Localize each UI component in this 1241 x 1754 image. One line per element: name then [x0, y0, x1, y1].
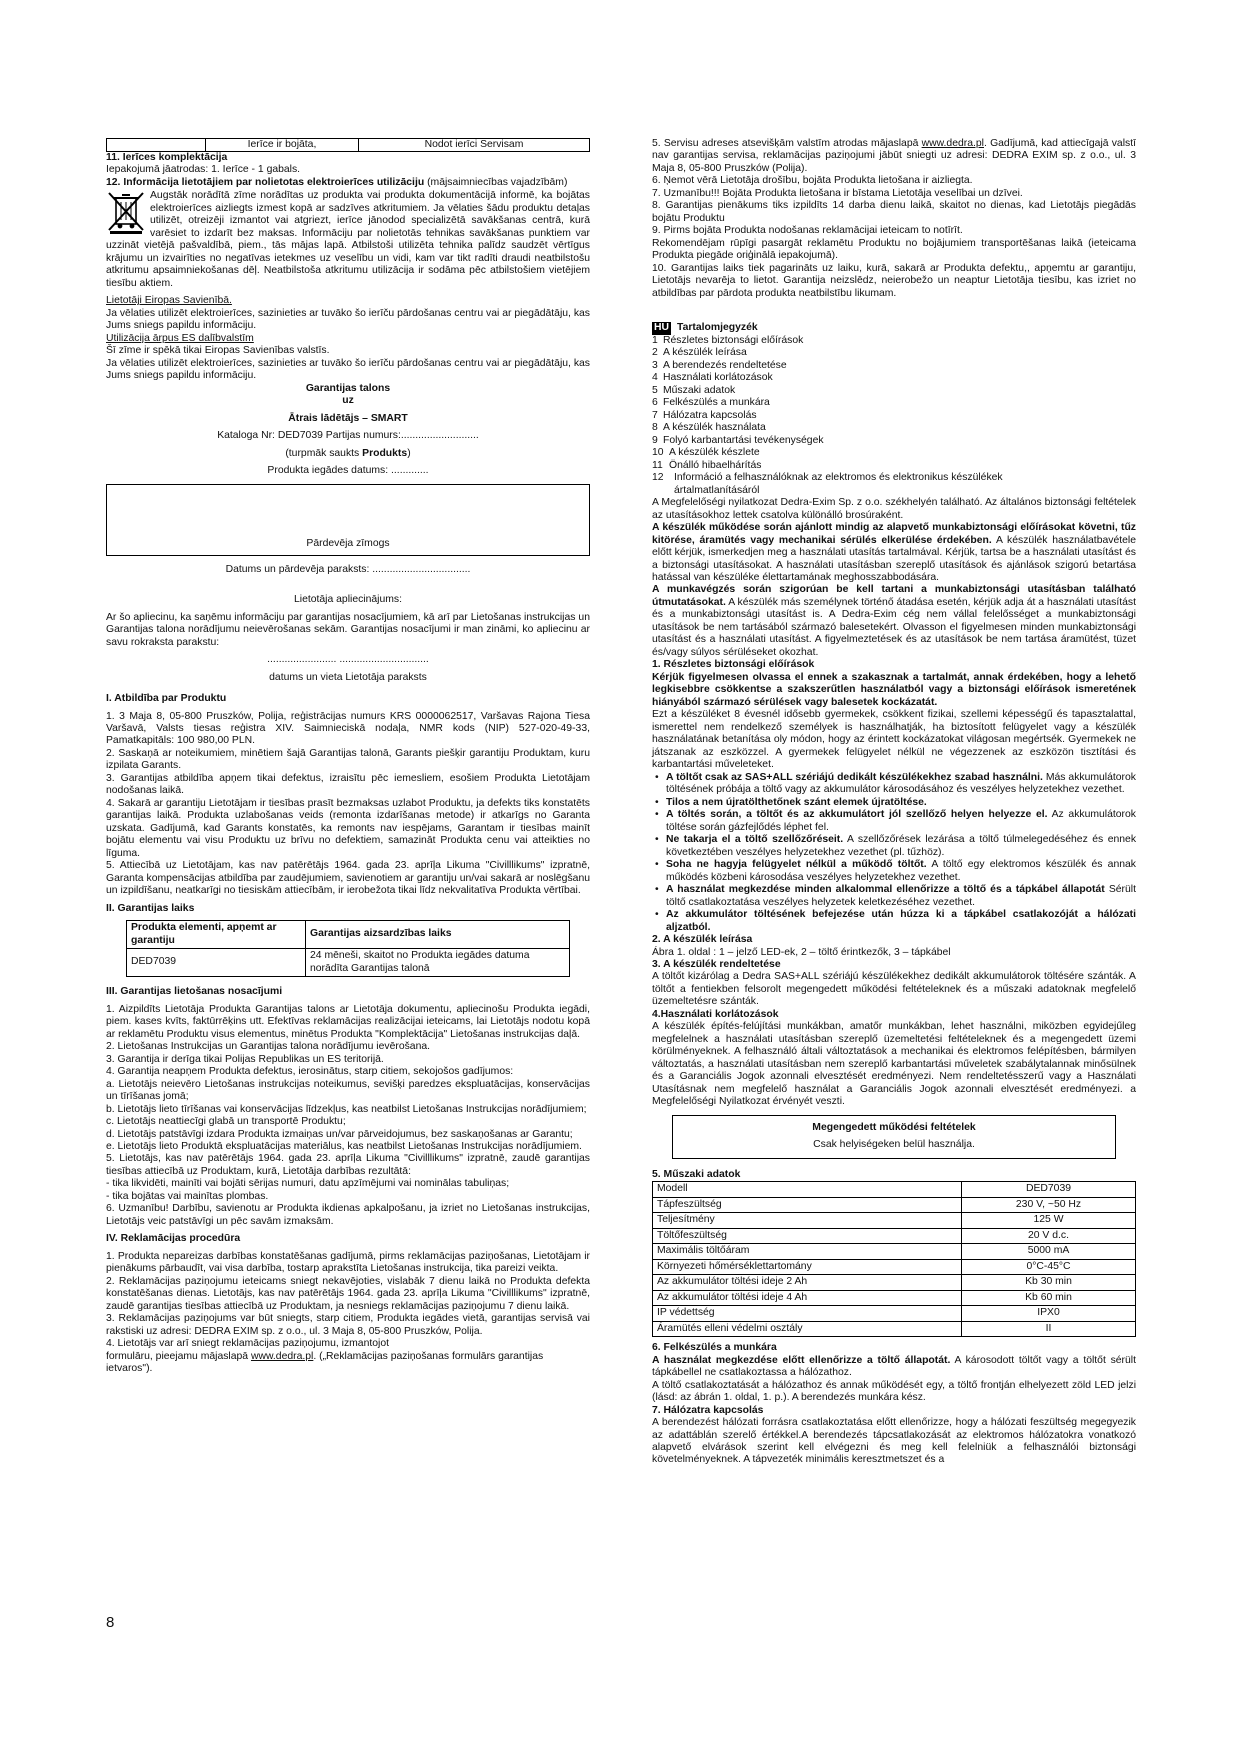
section-iii-list: [106, 1004, 590, 1229]
warranty-period-table: [126, 920, 570, 977]
eu-title: Lietotāji Eiropas Savienībā.: [106, 295, 232, 307]
section-iii-title: III. Garantijas lietošanas nosacījumi: [106, 986, 283, 998]
intro-paragraph-1: A Megfelelőségi nyilatkozat Dedra-Exim Sp. z o.o. székhelyén található. Az általános biztonsági feltételek az utasításokhoz lettek csatolva különálló brosúraként.: [652, 497, 1136, 521]
non-eu-title: Utilizācija ārpus ES dalībvalstīm: [106, 332, 254, 344]
list-item: 2. Saskaņā ar noteikumiem, minētiem šajā Garantijas talonā, Garants piešķir garantiju Produktam, kuru izpilata Garants.: [106, 747, 590, 772]
eu-text: Ja vēlaties utilizēt elektroierīces, sazinieties ar tuvāko šo ierīču pārdošanas centru vai ar piegādātāju, kas Jums sniegs papildu informāciju.: [106, 307, 590, 332]
list-item: 4. Lietotājs var arī sniegt reklamācijas paziņojumu, izmantojot: [106, 1338, 389, 1350]
toc-item: 9 Folyó karbantartási tevékenységek: [652, 434, 824, 446]
list-item: • A használat megkezdése minden alkalommal ellenőrizze a töltő és a tápkábel állapotát Sérült töltő csatlakoztatása veszélyes helyzetek keletkezéséhez vezethet.: [652, 884, 1136, 909]
toc-item: 4 Használati korlátozások: [652, 372, 773, 384]
status-cell: Ierīce ir bojāta,: [206, 139, 359, 151]
specs-table: [652, 1181, 1136, 1337]
intro-paragraph-3: A munkavégzés során szigorúan be kell tartani a munkabiztonsági utasításban található útmutatásokat. A készülék más személynek történő átadása esetén, kérjük adja át a használati utasítást és a munkabiztonsági utasítást is. A Dedra-Exim cég nem vállal felelősséget a munkabiztonsági utasítások be nem tartásából származó balesetekért. Olvasson el figyelmesen minden munkabiztonsági utasítást és a használati utasítást. A figyelmeztetések és az utasítások be nem tartása áramütést, tüzet és/vagy súlyos sérüléseket okozhat.: [652, 584, 1136, 658]
crossed-bin-icon: [106, 190, 146, 234]
section-iv-title: IV. Reklamācijas procedūra: [106, 1233, 241, 1245]
hu-section-3-text: A töltőt kizárólag a Dedra SAS+ALL szériájú készülékekhez dedikált akkumulátorok töltésére szánták. A töltőt a fentiekben felsorolt megengedett működési feltételeknek és a műszaki adatoknak megfelelő üzemeltetésre szánták.: [652, 971, 1136, 1008]
toc-item: 10 A készülék készlete: [652, 447, 760, 459]
hu-section-3-title: 3. A készülék rendeltetése: [652, 959, 781, 970]
toc-item: 11 Önálló hibaelhárítás: [652, 459, 762, 471]
list-item: Rekomendējam rūpīgi pasargāt reklamētu Produktu no bojājumiem transportēšanas laikā (ieteicama Produkta piegāde oriģinālā iepakojumā).: [652, 237, 1136, 262]
hu-section-1-bold: Kérjük figyelmesen olvassa el ennek a szakasznak a tartalmát, annak érdekében, hogy a lehető legkisebbre csökkentse a szakszerűtlen használatból vagy a biztonsági előírások ismeretének hiányából származó sérülések vagy balesetek kockázatát.: [652, 671, 1136, 708]
dedra-link[interactable]: www.dedra.pl: [921, 138, 984, 149]
hu-section-2-text: Ábra 1. oldal : 1 – jelző LED-ek, 2 – töltő érintkezők, 3 – tápkábel: [652, 946, 951, 958]
page-number: 8: [106, 1614, 115, 1631]
table-row: Maximális töltőáram 5000 mA: [653, 1244, 1136, 1259]
list-item: 2. Lietošanas Instrukcijas un Garantijas talona norādījumu ievērošana.: [106, 1041, 431, 1053]
list-item: 1. 3 Maja 8, 05-800 Pruszków, Polija, reģistrācijas numurs KRS 0000062517, Varšavas Rajona Tiesa Varšavā, Valsts tiesas reģistra XIV. Saimnieciskā nodaļa, NMR kods (NIP) 527-020-49-33, Pamatkapitāls: 100 980,00 PLN.: [106, 710, 590, 747]
hu-section-2-title: 2. A készülék leírása: [652, 934, 753, 946]
warranty-title-uz: uz: [342, 395, 354, 407]
section-ii-title: II. Garantijas laiks: [106, 902, 195, 914]
list-item: 8. Garantijas pienākums tiks izpildīts 14 darba dienu laikā, skaitot no dienas, kad Lietotājs piegādās bojātu Produktu: [652, 200, 1136, 224]
list-item: • Soha ne hagyja felügyelet nélkül a működő töltőt. A töltő egy elektromos készülék és annak működés közbeni károsodása veszélyes helyzetekhez vezethet.: [652, 859, 1136, 884]
status-cell: [107, 139, 206, 151]
product-note: (turpmāk saukts Produkts): [285, 447, 411, 459]
user-certification-title: Lietotāja apliecinājums:: [293, 594, 402, 606]
left-column: [106, 138, 590, 1376]
table-row: Modell DED7039: [653, 1182, 1136, 1197]
place-signature-label: datums un vieta Lietotāja paraksts: [269, 671, 427, 683]
list-item: - tika bojātas vai mainītas plombas.: [106, 1190, 269, 1202]
toc-item: 3 A berendezés rendeltetése: [652, 359, 787, 371]
non-eu-text-1: Šī zīme ir spēkā tikai Eiropas Savienības valstīs.: [106, 345, 330, 357]
warranty-title: Garantijas talons: [305, 382, 391, 394]
list-item: 9. Pirms bojāta Produkta nodošanas reklamācijai ieteicam to notīrīt.: [652, 225, 963, 237]
table-of-contents: [652, 335, 1136, 497]
language-badge: HU: [654, 322, 670, 334]
list-item: 6. Ņemot vērā Lietotāja drošību, bojāta Produkta lietošana ir aizliegta.: [652, 175, 973, 187]
list-item: d. Lietotājs patstāvīgi izdara Produkta izmaiņas un/var pārveidojumus, bez saskaņošanas ar Garantu;: [106, 1128, 573, 1140]
hu-section-7-text: A berendezést hálózati forrásra csatlakoztatása előtt ellenőrizze, hogy a hálózati feszültség megegyezik az adattáblán szerelő értékkel.A berendezés tápcsatlakozását az elektromos hálózatokra vonatkozó alapvető elvárások szerint kell elvégezni és meg kell felelniük a felhasználói biztonsági követelményeknek. A tápvezeték minimális keresztmetszet és a: [652, 1417, 1136, 1466]
hu-section-1-title: 1. Részletes biztonsági előírások: [652, 659, 815, 671]
toc-item: 7 Hálózatra kapcsolás: [652, 409, 757, 421]
table-row: Az akkumulátor töltési ideje 2 Ah Kb 30 min: [653, 1275, 1136, 1290]
table-row: Teljesítmény 125 W: [653, 1213, 1136, 1228]
toc-item: 2 A készülék leírása: [652, 347, 747, 359]
list-item: • Ne takarja el a töltő szellőzőréseit. A szellőzőrések lezárása a töltő túlmelegedéséhez és ennek következtében veszélyes helyzetekhez vezethet (pl. tűzhöz).: [652, 834, 1136, 859]
list-item: 3. Garantijas atbildība apņem tikai defektus, izraisītu pēc iemesliem, esošiem Produkta Lietotājam nodošanas laikā.: [106, 772, 590, 797]
hu-section-1-text: Ezt a készüléket 8 évesnél idősebb gyermekek, csökkent fizikai, szellemi képességű és tapasztalattal, ismerettel nem rendelkező személyek is használhatják, ha biztosított felügyelet vagy a készülék használatának betanítása oly módon, hogy az érintett kockázatokat világosan megértsék. Gyermekek ne játszanak az eszközzel. A gyermekek felügyelet nélkül ne végezzenek az eszközön tisztítási és karbantartási műveleteket.: [652, 709, 1136, 771]
operating-conditions-box: Megengedett működési feltételek Csak helyiségeken belül használja.: [672, 1115, 1116, 1159]
list-item: • A töltés során, a töltőt és az akkumulátort jól szellőző helyen helyezze el. Az akkumulátorok töltése során gázfejlődés léphet fel.: [652, 809, 1136, 834]
hu-section-5-title: 5. Műszaki adatok: [652, 1168, 741, 1180]
table-row: Produkta elementi, apņemt ar garantiju Garantijas aizsardzības laiks: [127, 921, 570, 949]
section-12-title-rest: (mājsaimniecības vajadzībām): [427, 176, 568, 188]
list-item: 5. Lietotājs, kas nav patērētājs 1964. gada 23. aprīļa Likuma "Civilllikums" izpratnē, zaudē garantijas tiesības attiecībā uz Produktam, kurā, Lietotāja darbības rezultātā:: [106, 1153, 590, 1177]
list-item: 4. Garantija neapņem Produkta defektus, ierosinātus, starp citiem, sekojošos gadījumos:: [106, 1066, 514, 1078]
list-item: formulāru, pieejamu mājaslapā www.dedra.pl. („Reklamācijas paziņošanas formulārs garantijas ietvaros").: [106, 1350, 544, 1375]
toc-title-row: HU Tartalomjegyzék: [654, 322, 758, 334]
service-address-item: 5. Servisu adreses atsevišķām valstīm atrodas mājaslapā www.dedra.pl. Gadījumā, kad attiecīgajā valstī nav garantijas servisa, reklamācijas paziņojumi jābūt sniegti uz adresi: DEDRA EXIM sp. z o.o., ul. 3 Maja 8, 05-800 Pruszków (Polija).: [652, 138, 1136, 174]
dedra-link[interactable]: www.dedra.pl: [250, 1350, 314, 1362]
weee-text: Augstāk norādītā zīme norādītas uz produkta vai produkta dokumentācijā informē, ka bojātas elektroierīces aizliegts izmest kopā ar sadzīves atkritumiem. Ja vēlaties šādu produktu detaļas utilizēt, otreizēji izmantot vai atgriezt, ierīce jānodod specializētā savākšanas centrā, kurā varēsiet to izdarīt bez maksas. Informāciju par nolietotās tehnikas savākšanas punktiem var uzzināt vietējā pašvaldībā, piem., tās mājas lapā. Atbilstoši utilizēta tehnika palīdz saudzēt vērtīgus krājumu un izvairīties no negatīvas ietekmes uz veselību un vidi, kam var tikt radīti draudi neatbilstošu atkritumu apsaimniekošanas dēļ. Neatbilstoša atkritumu utilizācija ir sodāma pēc atbilstošiem vietējiem tiesību aktiem.: [106, 190, 590, 289]
list-item: 10. Garantijas laiks tiek pagarināts uz laiku, kurā, sakarā ar Produkta defektu,, apņemtu ar garantiju, Lietotājs nevarēja to lietot. Garantija neizslēdz, neierobežo un neaptur Lietotāja tiesību, kas izriet no atbildības par pārdota produkta neatbilstību likumam.: [652, 262, 1136, 299]
right-column: [652, 138, 1136, 1467]
toc-item: 1 Részletes biztonsági előírások: [652, 334, 804, 346]
toc-item: 12 Információ a felhasználóknak az elektromos és elektronikus készülékek ártalmatlanításáról: [652, 472, 1003, 496]
section-11-title: 11. Ierīces komplektācija: [106, 152, 228, 163]
product-name: Ātrais lādētājs – SMART: [288, 412, 408, 424]
table-row: Az akkumulátor töltési ideje 4 Ah Kb 60 min: [653, 1290, 1136, 1305]
list-item: e. Lietotājs lieto Produktā ekspluatācijas materiālus, kas neatbilst Lietošanas Instrukcijas norādījumiem.: [106, 1141, 582, 1152]
toc-item: 5 Műszaki adatok: [652, 384, 736, 396]
section-iv-list: [106, 1251, 590, 1376]
section-i-title: I. Atbildība par Produktu: [106, 693, 227, 705]
seller-stamp-box: [106, 484, 590, 556]
hu-section-7-title: 7. Hálózatra kapcsolás: [652, 1404, 764, 1416]
list-item: b. Lietotājs lieto tīrīšanas vai konservācijas līdzekļus, kas neatbilst Lietošanas Instrukcijas norādījumiem;: [106, 1103, 587, 1115]
intro-paragraph-2: A készülék működése során ajánlott mindig az alapvető munkabiztonsági előírásokat követni, tűz kitörése, áramütés vagy mechanikai sérülés elkerülése érdekében. A készülék használatbavétele előtt kérjük, ismerkedjen meg a használati utasítás tartalmával. Kérjük, tartsa be a használati utasítást és a biztonsági utasításokat. A használati utasításban szereplő utasítások és ajánlások szigorú betartása hatással van készüléke élettartamának meghosszabbodására.: [652, 522, 1136, 583]
list-item: c. Lietotājs neattiecīgi glabā un transportē Produktu;: [106, 1116, 346, 1128]
status-cell: Nodot ierīci Servisam: [424, 139, 524, 150]
toc-item: 8 A készülék használata: [652, 422, 766, 434]
hu-section-6-text-2: A töltő csatlakoztatását a hálózathoz és annak működését egy, a töltő frontján elhelyezett zöld LED jelzi (lásd: az ábrán 1. oldal, 1. p.). A berendezés munkára kész.: [652, 1379, 1136, 1404]
table-row: Tápfeszültség 230 V, ~50 Hz: [653, 1197, 1136, 1212]
section-i-list: [106, 711, 590, 898]
list-item: • Tilos a nem újratölthetőnek szánt elemek újratöltése.: [652, 797, 1136, 809]
hu-section-6-text: A használat megkezdése előtt ellenőrizze a töltő állapotát. A károsodott töltőt vagy a töltőt sérült tápkábellel ne csatlakoztassa a hálózathoz.: [652, 1354, 1136, 1379]
list-item: • A töltőt csak az SAS+ALL szériájú dedikált készülékekhez szabad használni. Más akkumulátorok töltésének próbája a töltő vagy az akkumulátor károsodásához és veszélyes helyzetekhez vezethet.: [652, 772, 1136, 797]
list-item: 7. Uzmanību!!! Bojāta Produkta lietošana ir bīstama Lietotāja veselībai un dzīvei.: [652, 187, 1023, 199]
hu-section-4-text: A készülék építés-felújítási munkákban, amatőr munkákban, lehet használni, miközben egyidejűleg megfelelnek a használati utasításban szereplő üzemeltetési feltételeknek és a megengedett üzemi körülményeknek. A felhasználó általi változtatások a mechanikai és elektromos felépítésben, bármilyen változtatás, a használati utasításban nem szereplő karbantartási műveletek szabálytalannak minősülnek és a Garanciális Jogok azonnali elvesztését eredményezi. Nem rendeltetésszerű vagy a Használati Utasításnak nem megfelelő használat a Garanciális Jogok azonnali elvesztését eredményezi. a Megfelelőségi Nyilatkozat érvényét veszti.: [652, 1021, 1136, 1108]
list-item: 5. Attiecībā uz Lietotājam, kas nav patērētājs 1964. gada 23. aprīļa Likuma "Civilllikums" izpratnē, Garanta kompensācijas atbildība par zaudējumiem, savienotiem ar garantiju un/vai sakarā ar noslēgšanu un izpildīšanu, neatkarīgi no tiesiskām attiecībām, ir ierobežota tikai līdz nekvalitatīva Produkta vērtībai.: [106, 860, 590, 897]
list-item: 4. Sakarā ar garantiju Lietotājam ir tiesības prasīt bezmaksas uzlabot Produktu, ja defekts tiks konstatēts garantijas laikā. Produkta uzlabošanas veids (remonta izdarīšanas metode) ir atkarīgs no Garanta uzskata. Gadījumā, kad Garants konstatēs, ka remonts nav iespējams, Garantam ir tiesības mainīt bojātu elementu vai visu Produktu uz brīvu no defektiem, samazināt Produkta cenu vai atteikties no līguma.: [106, 797, 590, 859]
user-certification-text: Ar šo apliecinu, ka saņēmu informāciju par garantijas nosacījumiem, kā arī par Lietošanas instrukcijas un Garantijas talona norādījumu neievērošanas sekām. Garantijas nosacījumi ir man zināmi, ko apliecinu ar savu rokraksta parakstu:: [106, 611, 590, 648]
seller-signature-line: Datums un pārdevēja paraksts: ..................................: [225, 563, 471, 575]
safety-bullets: [652, 772, 1136, 934]
table-row: DED7039 24 mēneši, skaitot no Produkta iegādes datuma norādīta Garantijas talonā: [127, 949, 570, 977]
section-12-title: 12. Informācija lietotājiem par nolietotas elektroierīces utilizāciju: [106, 176, 425, 188]
table-row: Töltőfeszültség 20 V d.c.: [653, 1228, 1136, 1243]
table-row: Áramütés elleni védelmi osztály II: [653, 1321, 1136, 1336]
status-table-row: [106, 138, 590, 152]
section-11-text: Iepakojumā jāatrodas: 1. Ierīce - 1 gabals.: [106, 164, 301, 176]
list-item: 2. Reklamācijas paziņojumu ieteicams sniegt nekavējoties, vislabāk 7 dienu laikā no Produkta defekta konstatēšanas dienas. Lietotājs, kas nav patērētājs 1964. gada 23. aprīļa Likuma "Civilllikums" izpratnē, zaudē garantijas tiesības attiecībā uz Produktam, ja nesniegs reklamācijas paziņojumu 7 dienu laikā.: [106, 1275, 590, 1312]
hu-section-6-title: 6. Felkészülés a munkára: [652, 1342, 777, 1354]
list-item: 1. Produkta nepareizas darbības konstatēšanas gadījumā, pirms reklamācijas paziņošanas, Lietotājam ir pienākums pārbaudīt, vai visa darbība, tostarp aprakstīta Lietošanas instrukcija, tika pareizi veikta.: [106, 1250, 590, 1275]
hu-section-4-title: 4.Használati korlátozások: [652, 1008, 779, 1020]
list-item: a. Lietotājs neievēro Lietošanas instrukcijas noteikumus, sevišķi paredzes ekspluatācijas, konservācijas un tīrīšanas jomā;: [106, 1078, 590, 1103]
table-row: Környezeti hőmérséklettartomány 0°C-45°C: [653, 1259, 1136, 1274]
list-item: • Az akkumulátor töltésének befejezése után húzza ki a tápkábel csatlakozóját a hálózati aljzatból.: [652, 909, 1136, 934]
catalog-number: Kataloga Nr: DED7039 Partijas numurs:...........................: [217, 430, 479, 442]
list-item: 3. Reklamācijas paziņojums var būt sniegts, starp citiem, Produkta iegādes vietā, garantijas servisā vai rakstiski uz adresi: DEDRA EXIM sp. z o.o., ul. 3 Maja 8, 05-800 Pruszków, Polija.: [106, 1313, 590, 1337]
weee-paragraph: [106, 190, 590, 290]
list-item: - tika likvidēti, mainīti vai bojāti sērijas numuri, datu apzīmējumi vai nominālas tabuliņas;: [106, 1178, 510, 1190]
non-eu-text-2: Ja vēlaties utilizēt elektroierīces, sazinieties ar tuvāko šo ierīču pārdošanas centru vai ar piegādātāju, kas Jums sniegs papildu informāciju.: [106, 357, 590, 382]
table-row: IP védettség IPX0: [653, 1306, 1136, 1321]
signature-dots: ........................ ...............................: [267, 654, 429, 666]
list-item: 3. Garantija ir derīga tikai Polijas Republikas un ES teritorijā.: [106, 1053, 384, 1065]
toc-item: 6 Felkészülés a munkára: [652, 397, 770, 409]
list-item: 6. Uzmanību! Darbību, savienotu ar Produkta ikdienas apkalpošanu, ja izriet no Lietošanas instrukcijas, Lietotājs veic patstāvīgi un pēc savām izmaksām.: [106, 1203, 590, 1227]
purchase-date: Produkta iegādes datums: .............: [267, 465, 429, 477]
list-item: 1. Aizpildīts Lietotāja Produkta Garantijas talons ar Lietotāja dokumentu, apliecinošu Produkta iegādi, piem. kases kvīts, faktūrrēķins utt. Efektīvas reklamācijas realizācijai ieteicams, lai Lietotājs nodotu kopā ar reklamētu Produktu visus elementus, minētus Produkta "Komplektācija" Lietošanas instrukcijas daļā.: [106, 1003, 590, 1040]
stamp-label: Pārdevēja zīmogs: [306, 538, 390, 550]
